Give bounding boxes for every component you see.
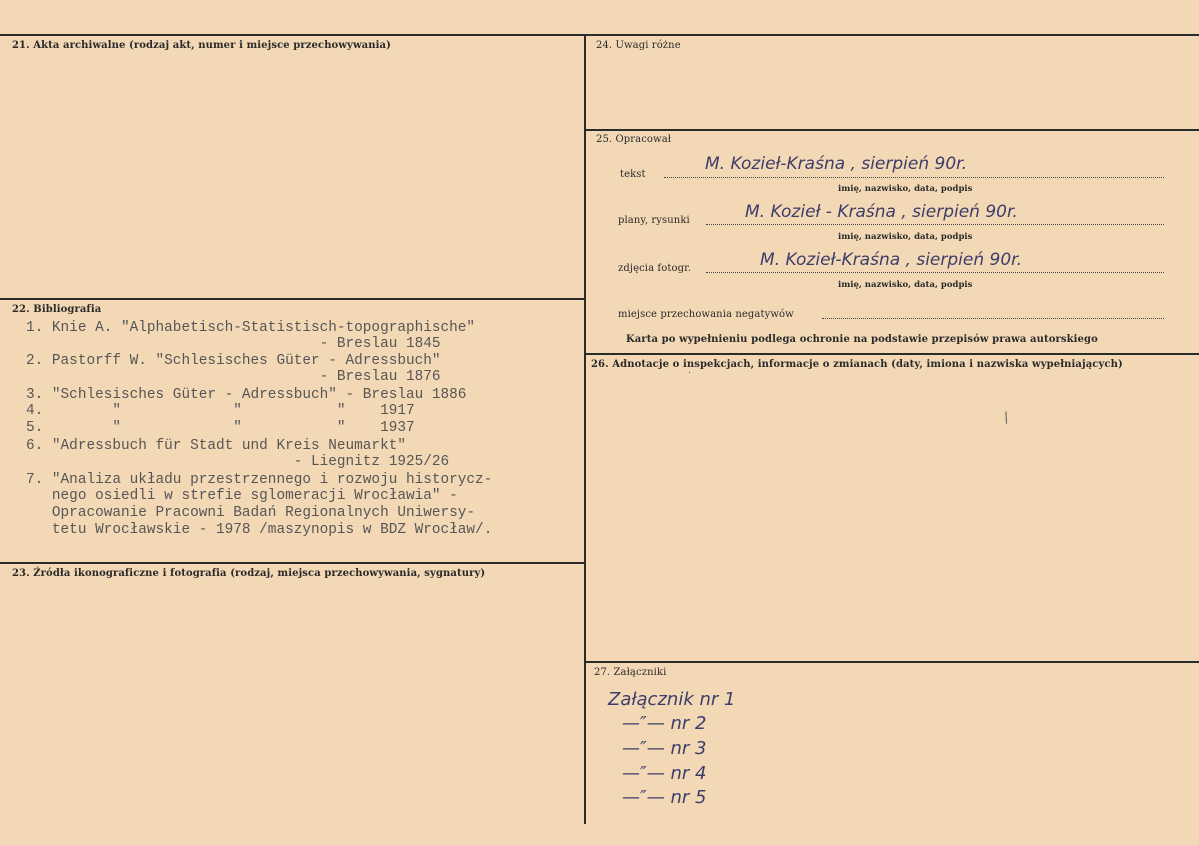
section-26-heading: 26. Adnotacje o inspekcjach, informacje o zmianach (daty, imiona i nazwiska wypełniających) xyxy=(591,359,1123,370)
bibliography-line-12: Opracowanie Pracowni Badań Regionalnych Uniwersy- xyxy=(26,505,476,521)
attachment-item-3: —″— nr 3 xyxy=(622,738,707,759)
bibliography-line-11: nego osiedli w strefie sglomeracji Wrocławia" - xyxy=(26,488,458,504)
rule-22-23 xyxy=(0,562,586,564)
tekst-label: tekst xyxy=(620,169,646,180)
bibliography-line-1: 1. Knie A. "Alphabetisch-Statistisch-topographische" xyxy=(26,320,476,336)
tekst-line xyxy=(664,177,1164,178)
negatywy-label: miejsce przechowania negatywów xyxy=(618,309,794,320)
zdjecia-signature: M. Kozieł-Kraśna , sierpień 90r. xyxy=(760,250,1022,270)
negatywy-line xyxy=(822,318,1164,319)
bibliography-line-5: 3. "Schlesisches Güter - Adressbuch" - Breslau 1886 xyxy=(26,387,467,403)
attachment-item-2: —″— nr 2 xyxy=(622,713,707,734)
bibliography-line-3: 2. Pastorff W. "Schlesisches Güter - Adressbuch" xyxy=(26,353,441,369)
plany-caption: imię, nazwisko, data, podpis xyxy=(838,232,973,242)
section-22-heading: 22. Bibliografia xyxy=(12,304,102,315)
rule-25-26 xyxy=(586,353,1199,355)
bibliography-line-8: 6. "Adressbuch für Stadt und Kreis Neumarkt" xyxy=(26,438,406,454)
plany-line xyxy=(706,224,1164,225)
tekst-caption: imię, nazwisko, data, podpis xyxy=(838,184,973,194)
bibliography-line-7: 5. " " " 1937 xyxy=(26,420,415,436)
bibliography-line-6: 4. " " " 1917 xyxy=(26,403,415,419)
stray-dot-mark: · xyxy=(688,368,692,379)
zdjecia-label: zdjęcia fotogr. xyxy=(618,263,692,274)
bibliography-line-4: - Breslau 1876 xyxy=(26,369,441,385)
section-24-heading: 24. Uwagi różne xyxy=(596,40,681,51)
section-27-heading: 27. Załączniki xyxy=(594,667,667,678)
rule-26-27 xyxy=(586,661,1199,663)
bibliography-line-9: - Liegnitz 1925/26 xyxy=(26,454,450,470)
attachment-item-5: —″— nr 5 xyxy=(622,787,707,808)
stray-pen-mark: / xyxy=(1001,409,1012,427)
top-rule xyxy=(0,34,1199,36)
zdjecia-line xyxy=(706,272,1164,273)
bibliography-line-2: - Breslau 1845 xyxy=(26,336,441,352)
center-divider xyxy=(584,34,586,824)
rule-24-25 xyxy=(586,129,1199,131)
section-23-heading: 23. Źródła ikonograficzne i fotografia (rodzaj, miejsca przechowywania, sygnatury) xyxy=(12,568,486,579)
rule-21-22 xyxy=(0,298,586,300)
zdjecia-caption: imię, nazwisko, data, podpis xyxy=(838,280,973,290)
bibliography-line-13: tetu Wrocławskie - 1978 /maszynopis w BDZ Wrocław/. xyxy=(26,522,493,538)
attachment-item-4: —″— nr 4 xyxy=(622,763,707,784)
plany-label: plany, rysunki xyxy=(618,215,690,226)
tekst-signature: M. Kozieł-Kraśna , sierpień 90r. xyxy=(705,154,967,174)
section-21-heading: 21. Akta archiwalne (rodzaj akt, numer i miejsce przechowywania) xyxy=(12,40,391,51)
plany-signature: M. Kozieł - Kraśna , sierpień 90r. xyxy=(745,202,1018,222)
section-25-heading: 25. Opracował xyxy=(596,134,672,145)
copyright-note: Karta po wypełnieniu podlega ochronie na podstawie przepisów prawa autorskiego xyxy=(626,334,1098,345)
bibliography-line-10: 7. "Analiza układu przestrzennego i rozwoju historycz- xyxy=(26,472,493,488)
attachment-item-1: Załącznik nr 1 xyxy=(608,689,736,710)
